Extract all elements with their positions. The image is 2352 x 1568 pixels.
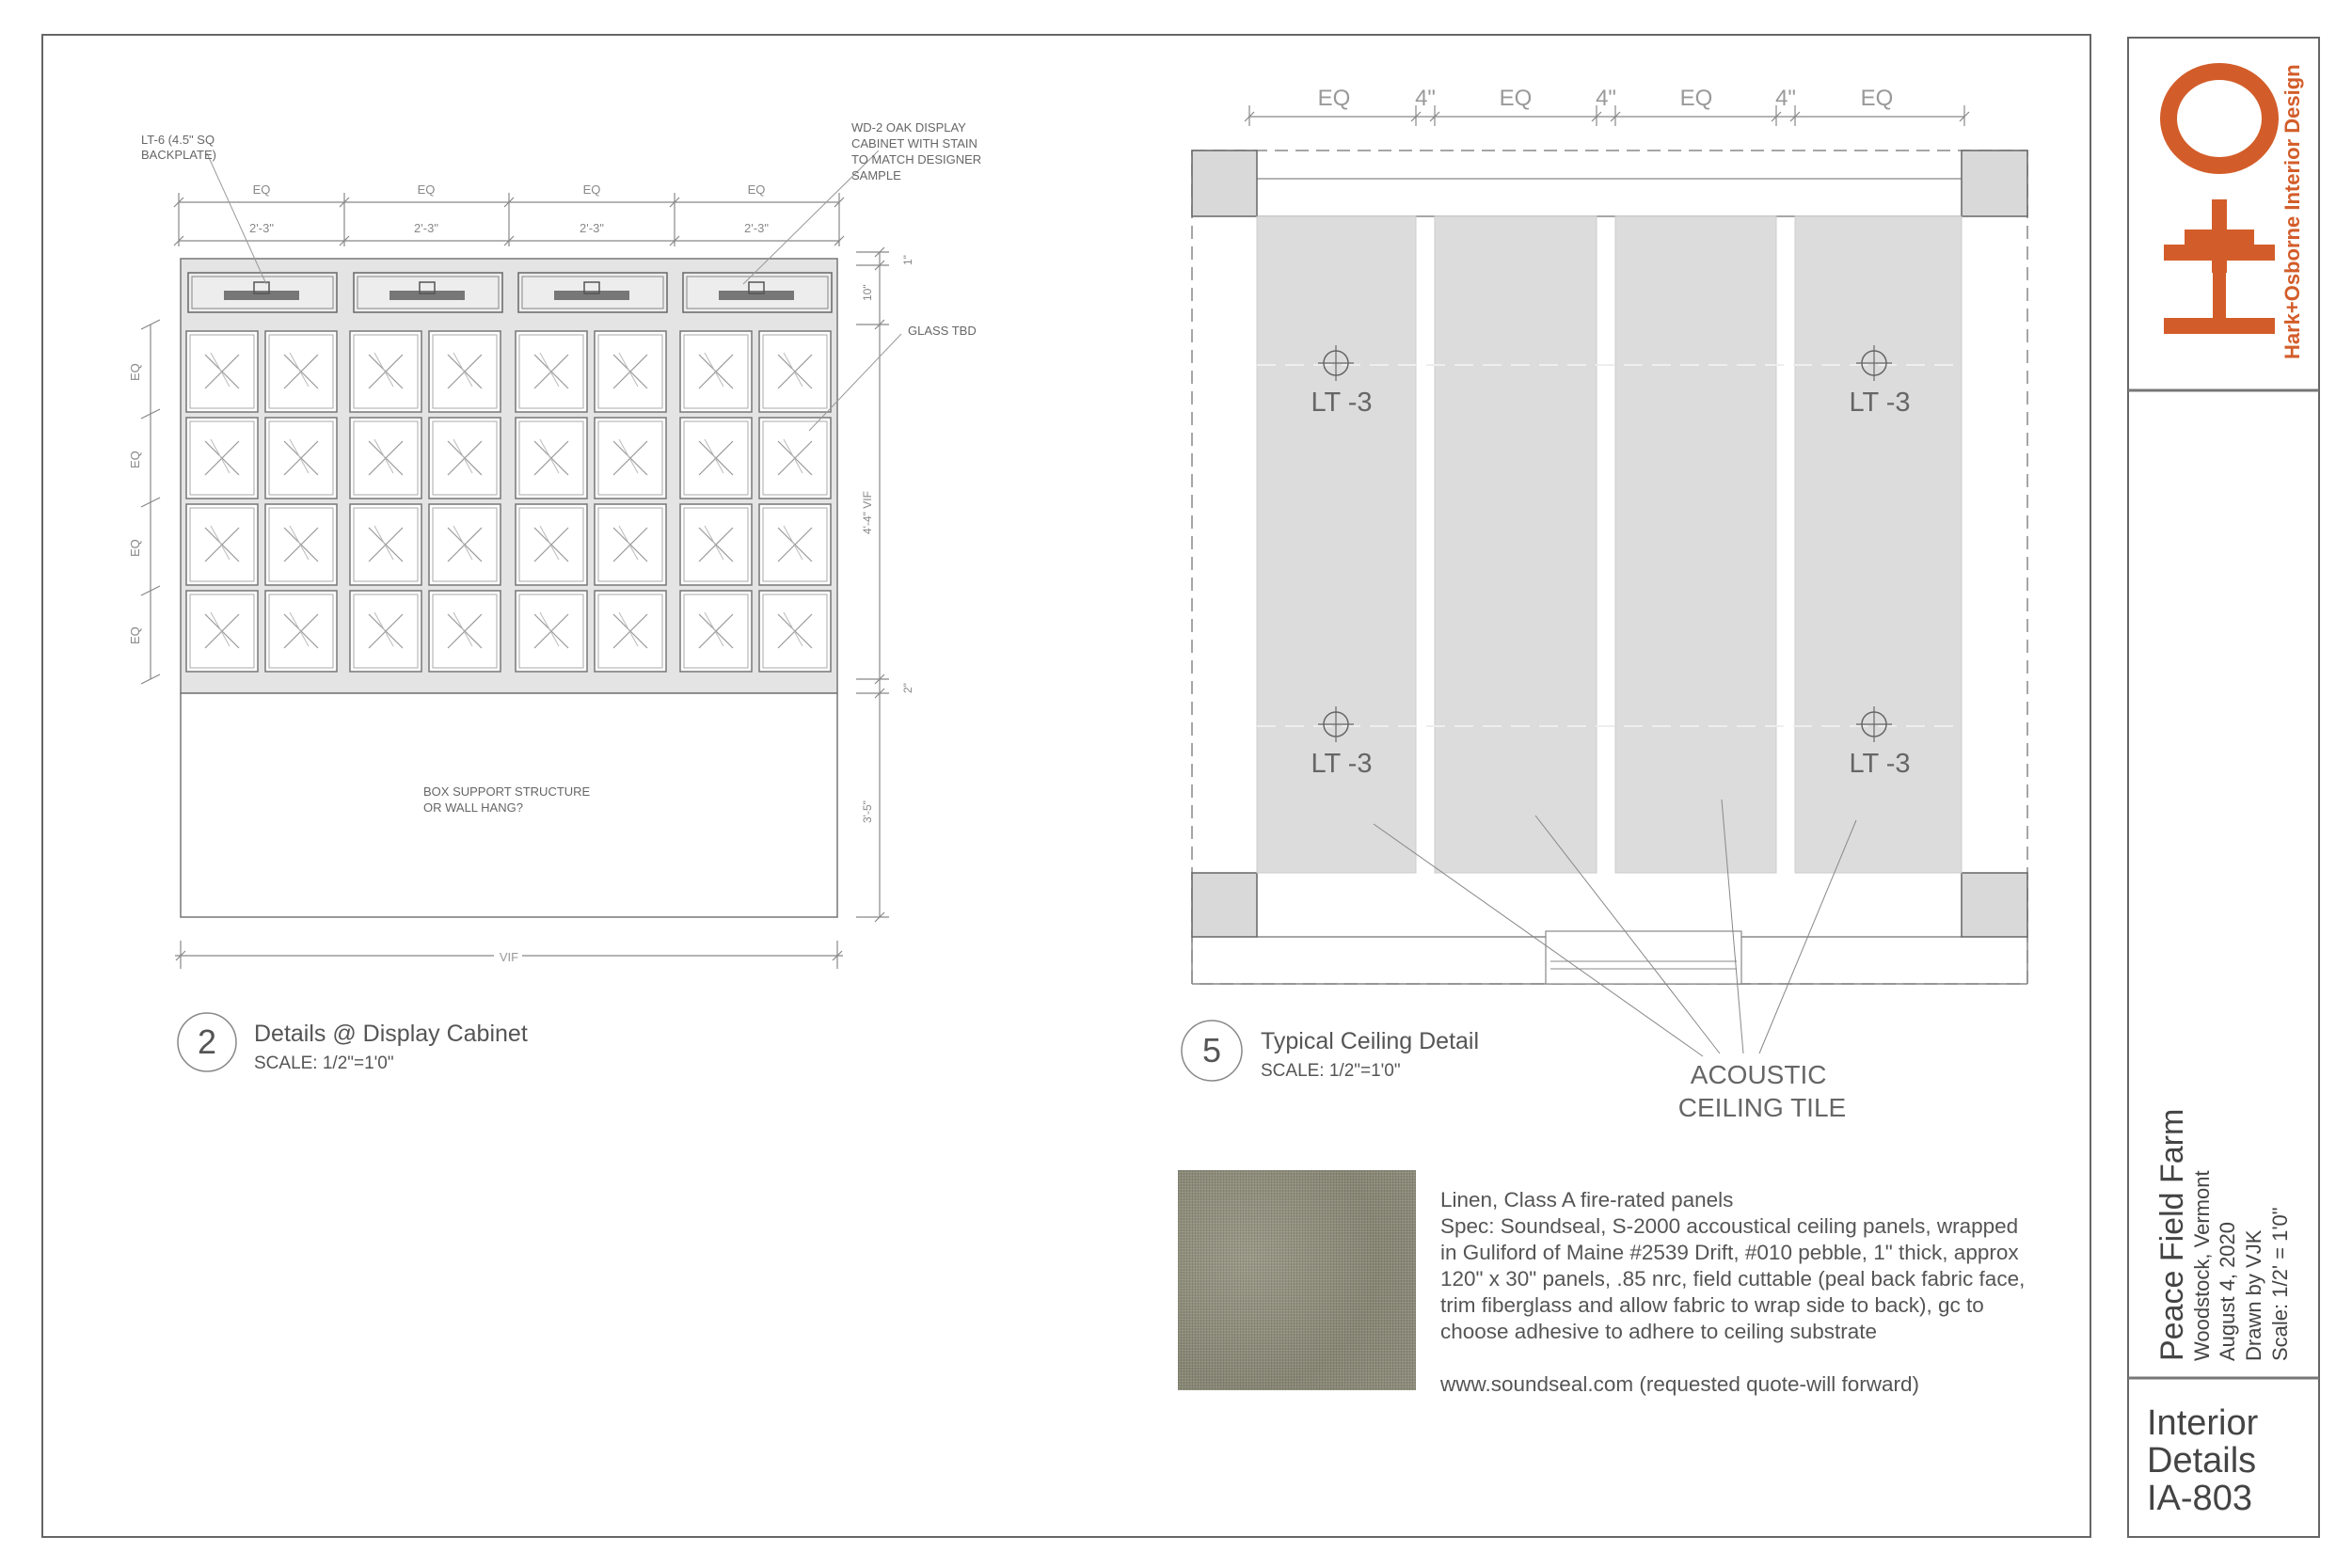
ceiling-dim-eq: EQ [1317,86,1351,111]
lt-6-fixture [389,291,465,300]
lt-3-label: LT -3 [1311,388,1373,418]
ceiling-detail-plan [1182,86,2027,1122]
cab-dim-col: 2'-3" [414,221,438,235]
firm-name: Hark+Osborne Interior Design [2280,64,2304,359]
acoustic-ceiling-tile [1615,216,1776,873]
cab-dim-1: 1" [901,255,914,265]
ceiling-dim-eq: EQ [1679,86,1713,111]
project-name: Peace Field Farm [2154,1108,2190,1361]
cab-dim-vif: VIF [499,950,519,964]
spec-title: Linen, Class A fire-rated panels [1440,1188,1734,1212]
spec-line: in Guliford of Maine #2539 Drift, #010 pebble, 1" thick, approx [1440,1241,2019,1264]
cab-dim-col: 2'-3" [249,221,274,235]
sheet-title [2147,1404,2258,1517]
ceiling-dim-eq: EQ [1499,86,1533,111]
spec-line: trim fiberglass and allow fabric to wrap side to back), gc to [1440,1293,1984,1317]
lt-6-fixture [719,291,794,300]
spec-line: Spec: Soundseal, S-2000 accoustical ceiling panels, wrapped [1440,1214,2019,1238]
cab-dim-eq: EQ [417,182,436,197]
lt-3-label: LT -3 [1849,749,1911,779]
project-date: August 4, 2020 [2216,1221,2239,1361]
project-location: Woodstock, Vermont [2190,1170,2214,1361]
cab-dim-eq-v: EQ [128,451,142,468]
drawn-by: Drawn by VJK [2242,1229,2265,1361]
ceiling-dim-gap: 4" [1596,86,1616,111]
detail-title: Typical Ceiling Detail [1261,1028,1480,1054]
detail-number: 2 [197,1022,217,1061]
spec-line: 120" x 30" panels, .85 nrc, field cuttable (peal back fabric face, [1440,1267,2026,1291]
note-light-fixture: LT-6 (4.5" SQ BACKPLATE) [141,133,216,162]
note-display-cabinet: WD-2 OAK DISPLAY CABINET WITH STAIN TO MATCH DESIGNER SAMPLE [851,120,982,182]
cab-dim-eq-v: EQ [128,539,142,557]
note-support-structure: BOX SUPPORT STRUCTURE OR WALL HANG? [423,784,591,815]
drawing-scale: Scale: 1/2' = 1'0" [2268,1207,2292,1361]
spec-line: choose adhesive to adhere to ceiling substrate [1440,1320,1878,1343]
hark-osborne-logo [2164,64,2304,359]
ceiling-dim-eq: EQ [1860,86,1894,111]
cab-dim-eq: EQ [747,182,766,197]
acoustic-tile-label: ACOUSTIC CEILING TILE [1677,1060,1847,1122]
cab-dim-eq-v: EQ [128,626,142,644]
detail-number: 5 [1201,1031,1222,1069]
cab-dim-eq-v: EQ [128,363,142,381]
detail-scale: SCALE: 1/2"=1'0" [254,1053,394,1073]
ceiling-dim-gap: 4" [1415,86,1436,111]
detail-scale: SCALE: 1/2"=1'0" [1261,1061,1401,1081]
lt-3-label: LT -3 [1849,388,1911,418]
spec-notes [1440,1187,2080,1398]
lt-6-fixture [224,291,299,300]
display-cabinet-elevation [128,120,985,1073]
detail-title: Details @ Display Cabinet [254,1021,528,1047]
lt-3-label: LT -3 [1311,749,1373,779]
sheet-title-line: Interior [2147,1403,2259,1443]
cab-dim-eq: EQ [252,182,271,197]
cab-dim-44: 4'-4" VIF [861,491,874,534]
linen-fabric-swatch [1178,1170,1416,1390]
acoustic-ceiling-tile [1435,216,1597,873]
spec-website-link[interactable]: www.soundseal.com (requested quote-will forward) [1440,1372,1919,1396]
sheet-title-line: Details [2147,1441,2257,1481]
note-glass: GLASS TBD [908,324,977,338]
cab-dim-10: 10" [861,284,874,301]
cab-dim-col: 2'-3" [744,221,769,235]
cab-dim-col: 2'-3" [580,221,604,235]
lt-6-fixture [554,291,629,300]
cab-dim-2: 2" [901,683,914,693]
cab-dim-35: 3'-5" [861,800,874,823]
cab-dim-eq: EQ [582,182,601,197]
ceiling-dim-gap: 4" [1775,86,1796,111]
sheet-number: IA-803 [2147,1479,2252,1518]
